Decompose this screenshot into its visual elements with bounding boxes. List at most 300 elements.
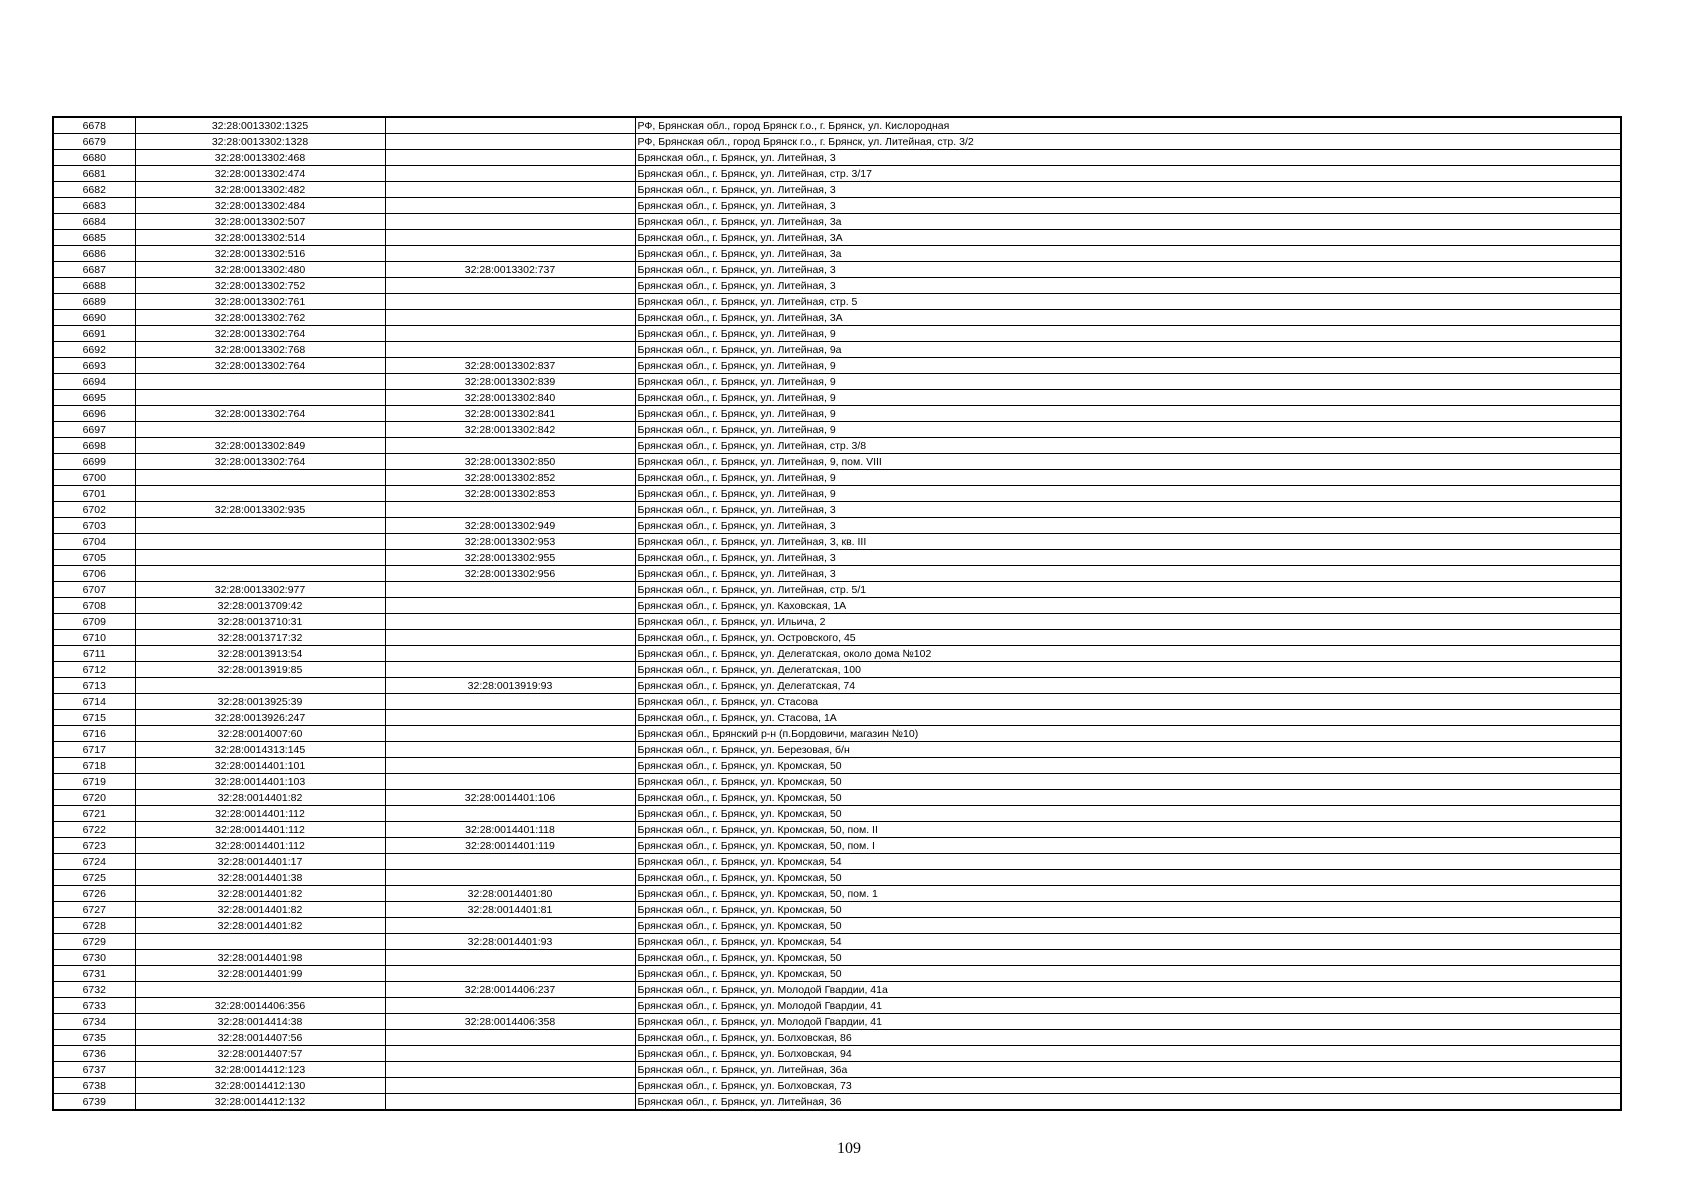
cadastral-number-cell: 32:28:0013302:764 [135, 326, 385, 342]
sub-cadastral-number-cell: 32:28:0013302:840 [385, 390, 635, 406]
table-row [53, 534, 1621, 550]
cadastral-number-cell [135, 550, 385, 566]
sub-cadastral-number-cell: 32:28:0014406:358 [385, 1014, 635, 1030]
address-cell: Брянская обл., г. Брянск, ул. Литейная, 9 [635, 470, 1621, 486]
cadastral-number-cell: 32:28:0014313:145 [135, 742, 385, 758]
cadastral-number-cell [135, 390, 385, 406]
table-row [53, 1030, 1621, 1046]
table-row [53, 678, 1621, 694]
table-row [53, 166, 1621, 182]
table-row [53, 742, 1621, 758]
row-number-cell: 6700 [53, 470, 135, 486]
cadastral-number-cell: 32:28:0013926:247 [135, 710, 385, 726]
table-row [53, 518, 1621, 534]
registry-table [52, 116, 1622, 1111]
row-number-cell: 6697 [53, 422, 135, 438]
cadastral-number-cell: 32:28:0014401:82 [135, 886, 385, 902]
address-cell: Брянская обл., г. Брянск, ул. Кромская, 50, пом. II [635, 822, 1621, 838]
table-row [53, 246, 1621, 262]
row-number-cell: 6699 [53, 454, 135, 470]
address-cell: Брянская обл., г. Брянск, ул. Литейная, 3 [635, 566, 1621, 582]
address-cell: Брянская обл., г. Брянск, ул. Болховская, 73 [635, 1078, 1621, 1094]
row-number-cell: 6717 [53, 742, 135, 758]
row-number-cell: 6719 [53, 774, 135, 790]
sub-cadastral-number-cell [385, 294, 635, 310]
sub-cadastral-number-cell: 32:28:0013302:949 [385, 518, 635, 534]
row-number-cell: 6715 [53, 710, 135, 726]
cadastral-number-cell [135, 374, 385, 390]
address-cell: Брянская обл., г. Брянск, ул. Литейная, стр. 3/17 [635, 166, 1621, 182]
sub-cadastral-number-cell: 32:28:0013919:93 [385, 678, 635, 694]
cadastral-number-cell [135, 518, 385, 534]
sub-cadastral-number-cell: 32:28:0013302:955 [385, 550, 635, 566]
address-cell: Брянская обл., г. Брянск, ул. Литейная, 3 [635, 502, 1621, 518]
address-cell: РФ, Брянская обл., город Брянск г.о., г. Брянск, ул. Литейная, стр. 3/2 [635, 134, 1621, 150]
cadastral-number-cell [135, 422, 385, 438]
address-cell: Брянская обл., г. Брянск, ул. Стасова [635, 694, 1621, 710]
address-cell: Брянская обл., г. Брянск, ул. Молодой Гвардии, 41 [635, 1014, 1621, 1030]
cadastral-number-cell [135, 934, 385, 950]
sub-cadastral-number-cell [385, 742, 635, 758]
cadastral-number-cell: 32:28:0013302:768 [135, 342, 385, 358]
sub-cadastral-number-cell [385, 166, 635, 182]
address-cell: Брянская обл., г. Брянск, ул. Кромская, 50, пом. 1 [635, 886, 1621, 902]
sub-cadastral-number-cell [385, 630, 635, 646]
table-row [53, 438, 1621, 454]
row-number-cell: 6718 [53, 758, 135, 774]
row-number-cell: 6683 [53, 198, 135, 214]
cadastral-number-cell: 32:28:0014401:112 [135, 838, 385, 854]
cadastral-number-cell: 32:28:0013302:484 [135, 198, 385, 214]
address-cell: Брянская обл., г. Брянск, ул. Литейная, 3а [635, 246, 1621, 262]
address-cell: Брянская обл., г. Брянск, ул. Кромская, 54 [635, 934, 1621, 950]
cadastral-number-cell: 32:28:0013302:762 [135, 310, 385, 326]
sub-cadastral-number-cell [385, 150, 635, 166]
table-row [53, 117, 1621, 134]
cadastral-number-cell: 32:28:0014401:82 [135, 918, 385, 934]
table-row [53, 198, 1621, 214]
row-number-cell: 6716 [53, 726, 135, 742]
address-cell: Брянская обл., г. Брянск, ул. Каховская, 1А [635, 598, 1621, 614]
cadastral-number-cell: 32:28:0014412:130 [135, 1078, 385, 1094]
table-row [53, 886, 1621, 902]
row-number-cell: 6695 [53, 390, 135, 406]
cadastral-number-cell: 32:28:0014401:38 [135, 870, 385, 886]
sub-cadastral-number-cell: 32:28:0014401:81 [385, 902, 635, 918]
sub-cadastral-number-cell [385, 998, 635, 1014]
table-row [53, 406, 1621, 422]
sub-cadastral-number-cell [385, 278, 635, 294]
table-row [53, 1014, 1621, 1030]
cadastral-number-cell: 32:28:0013302:761 [135, 294, 385, 310]
cadastral-number-cell: 32:28:0014401:98 [135, 950, 385, 966]
sub-cadastral-number-cell [385, 342, 635, 358]
address-cell: Брянская обл., г. Брянск, ул. Литейная, 3, кв. III [635, 534, 1621, 550]
row-number-cell: 6722 [53, 822, 135, 838]
table-row [53, 950, 1621, 966]
row-number-cell: 6720 [53, 790, 135, 806]
sub-cadastral-number-cell: 32:28:0014406:237 [385, 982, 635, 998]
cadastral-number-cell: 32:28:0013302:764 [135, 358, 385, 374]
address-cell: Брянская обл., г. Брянск, ул. Литейная, стр. 5/1 [635, 582, 1621, 598]
address-cell: Брянская обл., г. Брянск, ул. Молодой Гвардии, 41 [635, 998, 1621, 1014]
address-cell: Брянская обл., г. Брянск, ул. Кромская, 50, пом. I [635, 838, 1621, 854]
address-cell: Брянская обл., г. Брянск, ул. Литейная, 3 [635, 278, 1621, 294]
row-number-cell: 6707 [53, 582, 135, 598]
address-cell: Брянская обл., г. Брянск, ул. Кромская, 50 [635, 918, 1621, 934]
row-number-cell: 6726 [53, 886, 135, 902]
cadastral-number-cell: 32:28:0014401:112 [135, 806, 385, 822]
cadastral-number-cell: 32:28:0014401:82 [135, 790, 385, 806]
table-row [53, 694, 1621, 710]
sub-cadastral-number-cell [385, 1094, 635, 1111]
table-row [53, 902, 1621, 918]
address-cell: Брянская обл., г. Брянск, ул. Делегатская, около дома №102 [635, 646, 1621, 662]
address-cell: РФ, Брянская обл., город Брянск г.о., г. Брянск, ул. Кислородная [635, 117, 1621, 134]
cadastral-number-cell: 32:28:0013302:1325 [135, 117, 385, 134]
row-number-cell: 6723 [53, 838, 135, 854]
cadastral-number-cell: 32:28:0013302:752 [135, 278, 385, 294]
sub-cadastral-number-cell: 32:28:0013302:737 [385, 262, 635, 278]
table-row [53, 838, 1621, 854]
row-number-cell: 6692 [53, 342, 135, 358]
table-row [53, 358, 1621, 374]
row-number-cell: 6680 [53, 150, 135, 166]
address-cell: Брянская обл., Брянский р-н (п.Бордовичи, магазин №10) [635, 726, 1621, 742]
table-row [53, 998, 1621, 1014]
sub-cadastral-number-cell [385, 214, 635, 230]
table-row [53, 342, 1621, 358]
table-row [53, 134, 1621, 150]
row-number-cell: 6724 [53, 854, 135, 870]
address-cell: Брянская обл., г. Брянск, ул. Болховская, 94 [635, 1046, 1621, 1062]
cadastral-number-cell: 32:28:0014401:112 [135, 822, 385, 838]
address-cell: Брянская обл., г. Брянск, ул. Ильича, 2 [635, 614, 1621, 630]
row-number-cell: 6704 [53, 534, 135, 550]
sub-cadastral-number-cell [385, 1030, 635, 1046]
table-row [53, 374, 1621, 390]
table-row [53, 262, 1621, 278]
sub-cadastral-number-cell [385, 966, 635, 982]
cadastral-number-cell: 32:28:0013302:764 [135, 406, 385, 422]
row-number-cell: 6679 [53, 134, 135, 150]
row-number-cell: 6701 [53, 486, 135, 502]
row-number-cell: 6732 [53, 982, 135, 998]
sub-cadastral-number-cell [385, 582, 635, 598]
address-cell: Брянская обл., г. Брянск, ул. Литейная, 9 [635, 406, 1621, 422]
table-row [53, 774, 1621, 790]
sub-cadastral-number-cell: 32:28:0013302:841 [385, 406, 635, 422]
address-cell: Брянская обл., г. Брянск, ул. Литейная, 3 [635, 262, 1621, 278]
table-row [53, 150, 1621, 166]
cadastral-number-cell: 32:28:0013919:85 [135, 662, 385, 678]
cadastral-number-cell: 32:28:0014407:57 [135, 1046, 385, 1062]
sub-cadastral-number-cell [385, 438, 635, 454]
table-row [53, 1062, 1621, 1078]
row-number-cell: 6727 [53, 902, 135, 918]
address-cell: Брянская обл., г. Брянск, ул. Островского, 45 [635, 630, 1621, 646]
address-cell: Брянская обл., г. Брянск, ул. Кромская, 50 [635, 790, 1621, 806]
row-number-cell: 6698 [53, 438, 135, 454]
sub-cadastral-number-cell: 32:28:0013302:842 [385, 422, 635, 438]
table-row [53, 870, 1621, 886]
sub-cadastral-number-cell [385, 950, 635, 966]
row-number-cell: 6739 [53, 1094, 135, 1111]
cadastral-number-cell [135, 566, 385, 582]
sub-cadastral-number-cell [385, 806, 635, 822]
sub-cadastral-number-cell [385, 246, 635, 262]
table-row [53, 486, 1621, 502]
cadastral-number-cell: 32:28:0014401:82 [135, 902, 385, 918]
row-number-cell: 6694 [53, 374, 135, 390]
sub-cadastral-number-cell [385, 758, 635, 774]
table-row [53, 470, 1621, 486]
address-cell: Брянская обл., г. Брянск, ул. Литейная, 3 [635, 150, 1621, 166]
cadastral-number-cell [135, 982, 385, 998]
table-row [53, 230, 1621, 246]
address-cell: Брянская обл., г. Брянск, ул. Кромская, 50 [635, 966, 1621, 982]
row-number-cell: 6687 [53, 262, 135, 278]
sub-cadastral-number-cell: 32:28:0013302:852 [385, 470, 635, 486]
table-row [53, 806, 1621, 822]
sub-cadastral-number-cell [385, 918, 635, 934]
cadastral-number-cell: 32:28:0013302:514 [135, 230, 385, 246]
cadastral-number-cell: 32:28:0014401:99 [135, 966, 385, 982]
cadastral-number-cell: 32:28:0013302:935 [135, 502, 385, 518]
address-cell: Брянская обл., г. Брянск, ул. Делегатская, 74 [635, 678, 1621, 694]
row-number-cell: 6689 [53, 294, 135, 310]
sub-cadastral-number-cell [385, 614, 635, 630]
cadastral-number-cell: 32:28:0014406:356 [135, 998, 385, 1014]
row-number-cell: 6736 [53, 1046, 135, 1062]
row-number-cell: 6734 [53, 1014, 135, 1030]
row-number-cell: 6730 [53, 950, 135, 966]
table-row [53, 854, 1621, 870]
table-row [53, 982, 1621, 998]
sub-cadastral-number-cell [385, 1078, 635, 1094]
address-cell: Брянская обл., г. Брянск, ул. Литейная, 9 [635, 486, 1621, 502]
address-cell: Брянская обл., г. Брянск, ул. Кромская, 50 [635, 806, 1621, 822]
table-row [53, 214, 1621, 230]
cadastral-number-cell: 32:28:0014407:56 [135, 1030, 385, 1046]
sub-cadastral-number-cell [385, 598, 635, 614]
sub-cadastral-number-cell: 32:28:0013302:839 [385, 374, 635, 390]
table-row [53, 566, 1621, 582]
table-row [53, 646, 1621, 662]
address-cell: Брянская обл., г. Брянск, ул. Кромская, 50 [635, 758, 1621, 774]
row-number-cell: 6708 [53, 598, 135, 614]
table-row [53, 310, 1621, 326]
sub-cadastral-number-cell [385, 502, 635, 518]
sub-cadastral-number-cell [385, 134, 635, 150]
cadastral-number-cell [135, 486, 385, 502]
table-row [53, 326, 1621, 342]
sub-cadastral-number-cell: 32:28:0014401:119 [385, 838, 635, 854]
sub-cadastral-number-cell [385, 182, 635, 198]
row-number-cell: 6688 [53, 278, 135, 294]
row-number-cell: 6731 [53, 966, 135, 982]
address-cell: Брянская обл., г. Брянск, ул. Литейная, 9 [635, 390, 1621, 406]
row-number-cell: 6725 [53, 870, 135, 886]
row-number-cell: 6690 [53, 310, 135, 326]
row-number-cell: 6710 [53, 630, 135, 646]
row-number-cell: 6705 [53, 550, 135, 566]
table-row [53, 598, 1621, 614]
table-row [53, 422, 1621, 438]
row-number-cell: 6696 [53, 406, 135, 422]
row-number-cell: 6738 [53, 1078, 135, 1094]
address-cell: Брянская обл., г. Брянск, ул. Литейная, 3А [635, 230, 1621, 246]
address-cell: Брянская обл., г. Брянск, ул. Кромская, 54 [635, 854, 1621, 870]
sub-cadastral-number-cell [385, 1046, 635, 1062]
address-cell: Брянская обл., г. Брянск, ул. Молодой Гвардии, 41а [635, 982, 1621, 998]
cadastral-number-cell: 32:28:0013302:482 [135, 182, 385, 198]
cadastral-number-cell: 32:28:0014007:60 [135, 726, 385, 742]
row-number-cell: 6703 [53, 518, 135, 534]
address-cell: Брянская обл., г. Брянск, ул. Кромская, 50 [635, 902, 1621, 918]
row-number-cell: 6682 [53, 182, 135, 198]
cadastral-number-cell: 32:28:0013302:474 [135, 166, 385, 182]
address-cell: Брянская обл., г. Брянск, ул. Литейная, 36а [635, 1062, 1621, 1078]
sub-cadastral-number-cell: 32:28:0013302:837 [385, 358, 635, 374]
cadastral-number-cell: 32:28:0014401:17 [135, 854, 385, 870]
sub-cadastral-number-cell [385, 662, 635, 678]
table-row [53, 182, 1621, 198]
sub-cadastral-number-cell [385, 710, 635, 726]
sub-cadastral-number-cell: 32:28:0014401:106 [385, 790, 635, 806]
address-cell: Брянская обл., г. Брянск, ул. Литейная, 3А [635, 310, 1621, 326]
table-row [53, 822, 1621, 838]
table-row [53, 278, 1621, 294]
sub-cadastral-number-cell: 32:28:0014401:80 [385, 886, 635, 902]
sub-cadastral-number-cell: 32:28:0013302:853 [385, 486, 635, 502]
row-number-cell: 6737 [53, 1062, 135, 1078]
cadastral-number-cell: 32:28:0013302:507 [135, 214, 385, 230]
table-row [53, 630, 1621, 646]
row-number-cell: 6712 [53, 662, 135, 678]
row-number-cell: 6713 [53, 678, 135, 694]
table-row [53, 582, 1621, 598]
cadastral-number-cell: 32:28:0014412:132 [135, 1094, 385, 1111]
address-cell: Брянская обл., г. Брянск, ул. Кромская, 50 [635, 950, 1621, 966]
table-row [53, 934, 1621, 950]
table-row [53, 758, 1621, 774]
table-row [53, 726, 1621, 742]
row-number-cell: 6691 [53, 326, 135, 342]
address-cell: Брянская обл., г. Брянск, ул. Литейная, 9 [635, 326, 1621, 342]
table-row [53, 1094, 1621, 1111]
row-number-cell: 6729 [53, 934, 135, 950]
sub-cadastral-number-cell [385, 870, 635, 886]
cadastral-number-cell: 32:28:0013925:39 [135, 694, 385, 710]
row-number-cell: 6735 [53, 1030, 135, 1046]
cadastral-number-cell: 32:28:0014401:101 [135, 758, 385, 774]
table-row [53, 710, 1621, 726]
address-cell: Брянская обл., г. Брянск, ул. Литейная, 3 [635, 550, 1621, 566]
table-row [53, 918, 1621, 934]
cadastral-number-cell: 32:28:0013302:1328 [135, 134, 385, 150]
row-number-cell: 6686 [53, 246, 135, 262]
address-cell: Брянская обл., г. Брянск, ул. Литейная, 3а [635, 214, 1621, 230]
table-row [53, 502, 1621, 518]
table-row [53, 662, 1621, 678]
cadastral-number-cell: 32:28:0014401:103 [135, 774, 385, 790]
sub-cadastral-number-cell: 32:28:0013302:956 [385, 566, 635, 582]
sub-cadastral-number-cell: 32:28:0014401:118 [385, 822, 635, 838]
sub-cadastral-number-cell [385, 854, 635, 870]
address-cell: Брянская обл., г. Брянск, ул. Литейная, 9 [635, 358, 1621, 374]
address-cell: Брянская обл., г. Брянск, ул. Кромская, 50 [635, 774, 1621, 790]
cadastral-number-cell: 32:28:0013717:32 [135, 630, 385, 646]
sub-cadastral-number-cell: 32:28:0013302:953 [385, 534, 635, 550]
sub-cadastral-number-cell [385, 774, 635, 790]
address-cell: Брянская обл., г. Брянск, ул. Березовая, б/н [635, 742, 1621, 758]
row-number-cell: 6728 [53, 918, 135, 934]
address-cell: Брянская обл., г. Брянск, ул. Болховская, 86 [635, 1030, 1621, 1046]
address-cell: Брянская обл., г. Брянск, ул. Кромская, 50 [635, 870, 1621, 886]
row-number-cell: 6709 [53, 614, 135, 630]
address-cell: Брянская обл., г. Брянск, ул. Литейная, стр. 3/8 [635, 438, 1621, 454]
cadastral-number-cell: 32:28:0013913:54 [135, 646, 385, 662]
address-cell: Брянская обл., г. Брянск, ул. Делегатская, 100 [635, 662, 1621, 678]
row-number-cell: 6678 [53, 117, 135, 134]
row-number-cell: 6711 [53, 646, 135, 662]
sub-cadastral-number-cell [385, 1062, 635, 1078]
row-number-cell: 6693 [53, 358, 135, 374]
page-number: 109 [837, 1140, 861, 1157]
sub-cadastral-number-cell [385, 117, 635, 134]
sub-cadastral-number-cell [385, 230, 635, 246]
cadastral-number-cell: 32:28:0013302:516 [135, 246, 385, 262]
sub-cadastral-number-cell [385, 694, 635, 710]
table-row [53, 790, 1621, 806]
sub-cadastral-number-cell [385, 198, 635, 214]
cadastral-number-cell: 32:28:0013302:849 [135, 438, 385, 454]
row-number-cell: 6681 [53, 166, 135, 182]
table-row [53, 1046, 1621, 1062]
address-cell: Брянская обл., г. Брянск, ул. Литейная, стр. 5 [635, 294, 1621, 310]
cadastral-number-cell: 32:28:0014414:38 [135, 1014, 385, 1030]
sub-cadastral-number-cell: 32:28:0013302:850 [385, 454, 635, 470]
sub-cadastral-number-cell [385, 726, 635, 742]
table-row [53, 294, 1621, 310]
table-row [53, 550, 1621, 566]
address-cell: Брянская обл., г. Брянск, ул. Стасова, 1А [635, 710, 1621, 726]
cadastral-number-cell: 32:28:0013710:31 [135, 614, 385, 630]
sub-cadastral-number-cell [385, 310, 635, 326]
table-row [53, 390, 1621, 406]
row-number-cell: 6721 [53, 806, 135, 822]
row-number-cell: 6684 [53, 214, 135, 230]
cadastral-number-cell: 32:28:0013709:42 [135, 598, 385, 614]
cadastral-number-cell: 32:28:0013302:977 [135, 582, 385, 598]
table-row [53, 966, 1621, 982]
sub-cadastral-number-cell [385, 326, 635, 342]
sub-cadastral-number-cell: 32:28:0014401:93 [385, 934, 635, 950]
cadastral-number-cell [135, 534, 385, 550]
cadastral-number-cell: 32:28:0013302:480 [135, 262, 385, 278]
cadastral-number-cell: 32:28:0013302:764 [135, 454, 385, 470]
row-number-cell: 6685 [53, 230, 135, 246]
sub-cadastral-number-cell [385, 646, 635, 662]
row-number-cell: 6706 [53, 566, 135, 582]
address-cell: Брянская обл., г. Брянск, ул. Литейная, 3 [635, 182, 1621, 198]
address-cell: Брянская обл., г. Брянск, ул. Литейная, 9 [635, 374, 1621, 390]
cadastral-number-cell: 32:28:0014412:123 [135, 1062, 385, 1078]
row-number-cell: 6702 [53, 502, 135, 518]
row-number-cell: 6733 [53, 998, 135, 1014]
cadastral-number-cell [135, 470, 385, 486]
